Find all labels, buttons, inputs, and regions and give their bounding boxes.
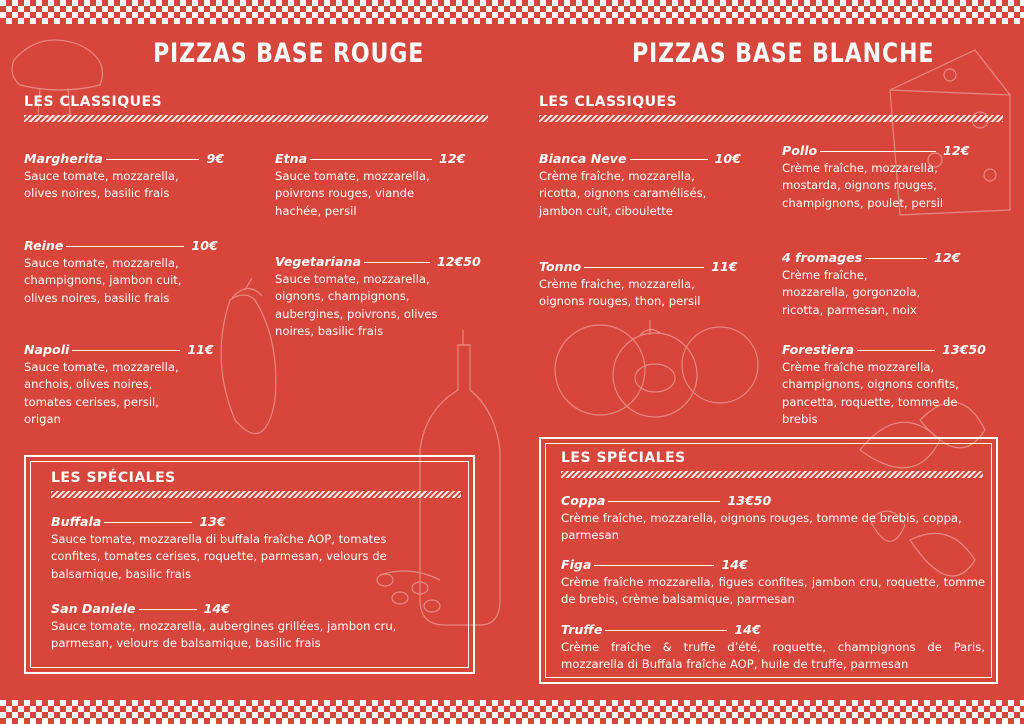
item-price: 13€50 <box>942 342 986 357</box>
left-page-title: PIZZAS BASE ROUGE <box>153 38 425 69</box>
item-desc: Crème fraîche, mozzarella, oignons rouges, thon, persil <box>539 276 701 308</box>
item-name: Pollo <box>782 143 818 158</box>
item-desc: Crème fraîche, mozzarella, gorgonzola, ricotta, parmesan, noix <box>782 267 921 317</box>
item-price: 14€ <box>721 557 748 572</box>
item-desc: Crème fraîche & truffe d’été, roquette, champignons de Paris, mozzarella di Buffala fraîche AOP, huile de truffe, parmesan <box>561 639 985 671</box>
item-desc: Sauce tomate, mozzarella, anchois, olives noires, tomates cerises, persil, origan <box>24 359 179 426</box>
item-desc: Crème fraîche, mozzarella, oignons rouges, tomme de brebis, coppa, parmesan <box>561 510 962 542</box>
item-name: Buffala <box>51 514 102 529</box>
item-desc: Sauce tomate, mozzarella, champignons, jambon cuit, olives noires, basilic frais <box>24 255 182 305</box>
item-name: Vegetariana <box>275 254 361 269</box>
eggplant-illustration-icon <box>221 278 276 434</box>
item-name: Tonno <box>539 259 582 274</box>
item-desc: Crème fraîche, mozzarella, ricotta, oignons caramélisés, jambon cuit, ciboulette <box>539 168 707 218</box>
tomatoes-illustration-icon <box>555 320 758 417</box>
item-desc: Sauce tomate, mozzarella, poivrons rouges, viande hachée, persil <box>275 168 430 218</box>
menu-item <box>782 249 982 319</box>
checkered-border-top <box>0 0 1024 24</box>
menu-item <box>24 341 224 429</box>
item-price: 12€50 <box>436 254 481 269</box>
item-name: San Daniele <box>51 601 136 616</box>
item-name: Etna <box>275 151 308 166</box>
item-price: 12€ <box>943 143 970 158</box>
right-speciales-hatch <box>561 471 983 478</box>
item-name: Truffe <box>561 622 603 637</box>
item-name: Reine <box>24 238 64 253</box>
item-price: 13€ <box>199 514 226 529</box>
item-price: 13€50 <box>727 493 772 508</box>
checkered-border-bottom <box>0 700 1024 724</box>
menu-item <box>561 492 985 545</box>
menu-item <box>782 341 1002 429</box>
item-price: 14€ <box>203 601 230 616</box>
item-price: 10€ <box>191 238 218 253</box>
item-price: 10€ <box>714 151 741 166</box>
menu-item <box>275 253 495 341</box>
menu-item <box>782 142 982 212</box>
left-classiques-label: LES CLASSIQUES <box>24 94 163 110</box>
menu-item <box>539 150 749 220</box>
menu-item <box>561 556 985 609</box>
menu-item <box>539 258 749 311</box>
right-speciales-label: LES SPÉCIALES <box>561 450 686 466</box>
item-price: 11€ <box>187 342 214 357</box>
right-page-title: PIZZAS BASE BLANCHE <box>632 38 935 69</box>
item-name: Napoli <box>24 342 70 357</box>
item-name: Bianca Neve <box>539 151 627 166</box>
item-price: 12€ <box>439 151 466 166</box>
item-price: 9€ <box>206 151 224 166</box>
item-desc: Sauce tomate, mozzarella, oignons, champignons, aubergines, poivrons, olives noires, basilic frais <box>275 271 438 338</box>
item-desc: Crème fraîche, mozzarella, mostarda, oignons rouges, champignons, poulet, persil <box>782 160 944 210</box>
item-name: Forestiera <box>782 342 855 357</box>
item-price: 11€ <box>711 259 738 274</box>
menu-item <box>24 150 224 203</box>
item-name: 4 fromages <box>782 250 863 265</box>
left-speciales-hatch <box>51 491 461 498</box>
right-classiques-hatch <box>539 115 1003 122</box>
left-speciales-label: LES SPÉCIALES <box>51 470 176 486</box>
item-price: 12€ <box>934 250 961 265</box>
right-classiques-label: LES CLASSIQUES <box>539 94 678 110</box>
item-desc: Sauce tomate, mozzarella di buffala fraîche AOP, tomates confites, tomates cerises, roquette, parmesan, velours de balsamique, basilic frais <box>51 531 387 581</box>
item-desc: Sauce tomate, mozzarella, aubergines grillées, jambon cru, parmesan, velours de balsamique, basilic frais <box>51 618 397 650</box>
item-price: 14€ <box>734 622 761 637</box>
item-desc: Crème fraîche mozzarella, champignons, oignons confits, pancetta, roquette, tomme de brebis <box>782 359 959 426</box>
item-desc: Crème fraîche mozzarella, figues confites, jambon cru, roquette, tomme de brebis, crème balsamique, parmesan <box>561 574 985 606</box>
left-classiques-hatch <box>24 115 488 122</box>
menu-item <box>561 621 985 674</box>
item-name: Figa <box>561 557 592 572</box>
menu-item <box>275 150 485 220</box>
menu-item <box>51 600 421 653</box>
item-name: Coppa <box>561 493 606 508</box>
item-name: Margherita <box>24 151 103 166</box>
item-desc: Sauce tomate, mozzarella, olives noires, basilic frais <box>24 168 179 200</box>
menu-item <box>51 513 421 583</box>
menu-item <box>24 237 224 307</box>
